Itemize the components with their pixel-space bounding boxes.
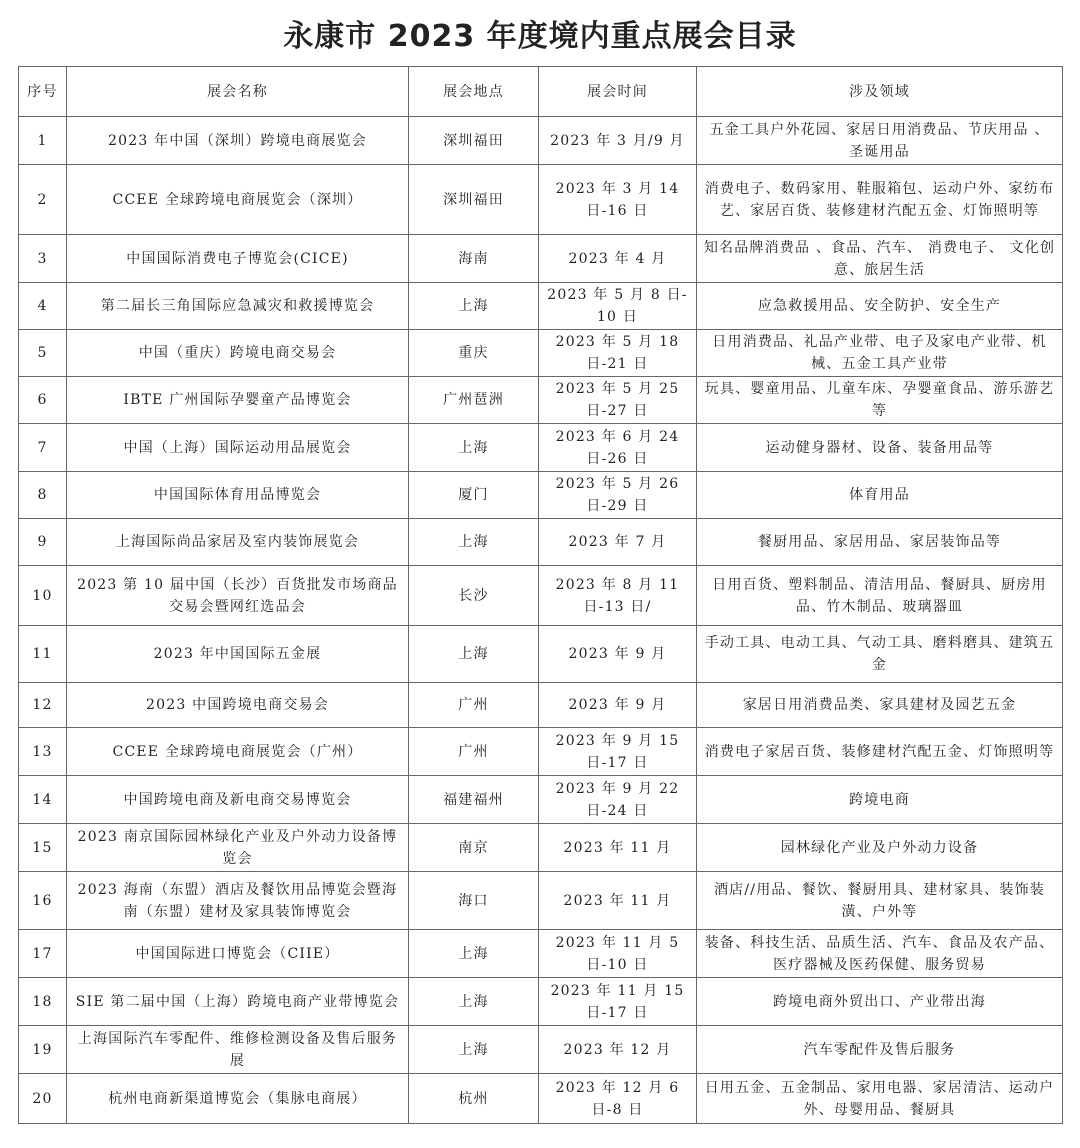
- cell-time: 2023 年 9 月 22 日-24 日: [539, 776, 697, 824]
- cell-location: 南京: [409, 824, 539, 872]
- cell-time: 2023 年 5 月 25 日-27 日: [539, 377, 697, 424]
- cell-field: 五金工具户外花园、家居日用消费品、节庆用品 、圣诞用品: [697, 117, 1063, 165]
- cell-location: 上海: [409, 626, 539, 683]
- cell-no: 6: [19, 377, 67, 424]
- cell-no: 20: [19, 1074, 67, 1124]
- cell-location: 海口: [409, 872, 539, 930]
- table-row: [19, 1026, 1063, 1074]
- cell-field: 日用消费品、礼品产业带、电子及家电产业带、机械、五金工具产业带: [697, 330, 1063, 377]
- cell-field: 装备、科技生活、品质生活、汽车、食品及农产品、医疗器械及医药保健、服务贸易: [697, 930, 1063, 978]
- cell-name: IBTE 广州国际孕婴童产品博览会: [67, 377, 409, 424]
- cell-time: 2023 年 6 月 24 日-26 日: [539, 424, 697, 472]
- cell-field: 日用百货、塑料制品、清洁用品、餐厨具、厨房用品、竹木制品、玻璃器皿: [697, 566, 1063, 626]
- header-field: 涉及领域: [697, 67, 1063, 117]
- cell-no: 2: [19, 165, 67, 235]
- table-row: [19, 824, 1063, 872]
- cell-name: 上海国际尚品家居及室内装饰展览会: [67, 519, 409, 566]
- cell-no: 5: [19, 330, 67, 377]
- table-row: [19, 626, 1063, 683]
- cell-time: 2023 年 12 月: [539, 1026, 697, 1074]
- cell-no: 4: [19, 283, 67, 330]
- cell-location: 重庆: [409, 330, 539, 377]
- cell-no: 18: [19, 978, 67, 1026]
- cell-field: 园林绿化产业及户外动力设备: [697, 824, 1063, 872]
- cell-no: 10: [19, 566, 67, 626]
- cell-field: 汽车零配件及售后服务: [697, 1026, 1063, 1074]
- cell-name: 第二届长三角国际应急减灾和救援博览会: [67, 283, 409, 330]
- header-no: 序号: [19, 67, 67, 117]
- cell-name: 2023 海南（东盟）酒店及餐饮用品博览会暨海南（东盟）建材及家具装饰博览会: [67, 872, 409, 930]
- cell-time: 2023 年 11 月 5 日-10 日: [539, 930, 697, 978]
- cell-name: 中国跨境电商及新电商交易博览会: [67, 776, 409, 824]
- cell-name: 2023 年中国（深圳）跨境电商展览会: [67, 117, 409, 165]
- cell-location: 深圳福田: [409, 117, 539, 165]
- cell-location: 上海: [409, 978, 539, 1026]
- table-row: [19, 728, 1063, 776]
- cell-no: 12: [19, 683, 67, 728]
- cell-time: 2023 年 9 月 15 日-17 日: [539, 728, 697, 776]
- cell-no: 13: [19, 728, 67, 776]
- cell-field: 酒店//用品、餐饮、餐厨用具、建材家具、装饰装潢、户外等: [697, 872, 1063, 930]
- cell-no: 9: [19, 519, 67, 566]
- cell-location: 杭州: [409, 1074, 539, 1124]
- cell-field: 消费电子、数码家用、鞋服箱包、运动户外、家纺布艺、家居百货、装修建材汽配五金、灯饰照明等: [697, 165, 1063, 235]
- cell-location: 厦门: [409, 472, 539, 519]
- exhibition-table: [18, 66, 1063, 1124]
- cell-no: 11: [19, 626, 67, 683]
- cell-time: 2023 年 3 月 14 日-16 日: [539, 165, 697, 235]
- cell-time: 2023 年 11 月: [539, 824, 697, 872]
- cell-field: 体育用品: [697, 472, 1063, 519]
- cell-no: 14: [19, 776, 67, 824]
- cell-time: 2023 年 12 月 6 日-8 日: [539, 1074, 697, 1124]
- cell-name: 2023 南京国际园林绿化产业及户外动力设备博览会: [67, 824, 409, 872]
- cell-no: 3: [19, 235, 67, 283]
- cell-name: CCEE 全球跨境电商展览会（深圳）: [67, 165, 409, 235]
- cell-time: 2023 年 4 月: [539, 235, 697, 283]
- cell-no: 8: [19, 472, 67, 519]
- cell-field: 玩具、婴童用品、儿童车床、孕婴童食品、游乐游艺等: [697, 377, 1063, 424]
- cell-name: 中国国际进口博览会（CIIE）: [67, 930, 409, 978]
- cell-field: 知名品牌消费品 、食品、汽车、 消费电子、 文化创意、旅居生活: [697, 235, 1063, 283]
- cell-location: 上海: [409, 1026, 539, 1074]
- cell-field: 日用五金、五金制品、家用电器、家居清洁、运动户外、母婴用品、餐厨具: [697, 1074, 1063, 1124]
- table-row: [19, 377, 1063, 424]
- cell-time: 2023 年 5 月 8 日-10 日: [539, 283, 697, 330]
- table-row: [19, 330, 1063, 377]
- table-row: [19, 566, 1063, 626]
- table-row: [19, 235, 1063, 283]
- table-row: [19, 424, 1063, 472]
- cell-name: 杭州电商新渠道博览会（集脉电商展）: [67, 1074, 409, 1124]
- table-row: [19, 930, 1063, 978]
- cell-time: 2023 年 9 月: [539, 683, 697, 728]
- cell-field: 运动健身器材、设备、装备用品等: [697, 424, 1063, 472]
- cell-location: 上海: [409, 424, 539, 472]
- cell-name: 中国国际消费电子博览会(CICE): [67, 235, 409, 283]
- table-row: [19, 519, 1063, 566]
- cell-field: 家居日用消费品类、家具建材及园艺五金: [697, 683, 1063, 728]
- cell-field: 餐厨用品、家居用品、家居装饰品等: [697, 519, 1063, 566]
- cell-no: 16: [19, 872, 67, 930]
- cell-time: 2023 年 8 月 11 日-13 日/: [539, 566, 697, 626]
- table-row: [19, 872, 1063, 930]
- cell-location: 福建福州: [409, 776, 539, 824]
- cell-field: 跨境电商: [697, 776, 1063, 824]
- table-row: [19, 283, 1063, 330]
- header-time: 展会时间: [539, 67, 697, 117]
- cell-time: 2023 年 7 月: [539, 519, 697, 566]
- cell-location: 海南: [409, 235, 539, 283]
- cell-time: 2023 年 5 月 26 日-29 日: [539, 472, 697, 519]
- header-name: 展会名称: [67, 67, 409, 117]
- cell-location: 广州琶洲: [409, 377, 539, 424]
- cell-location: 长沙: [409, 566, 539, 626]
- cell-field: 应急救援用品、安全防护、安全生产: [697, 283, 1063, 330]
- cell-no: 1: [19, 117, 67, 165]
- cell-time: 2023 年 11 月 15 日-17 日: [539, 978, 697, 1026]
- cell-name: SIE 第二届中国（上海）跨境电商产业带博览会: [67, 978, 409, 1026]
- header-location: 展会地点: [409, 67, 539, 117]
- cell-location: 上海: [409, 519, 539, 566]
- cell-location: 深圳福田: [409, 165, 539, 235]
- cell-name: 2023 年中国国际五金展: [67, 626, 409, 683]
- table-row: [19, 776, 1063, 824]
- table-row: [19, 472, 1063, 519]
- page-title: 永康市 2023 年度境内重点展会目录: [283, 19, 797, 54]
- cell-location: 广州: [409, 728, 539, 776]
- table-row: [19, 165, 1063, 235]
- cell-name: 中国国际体育用品博览会: [67, 472, 409, 519]
- cell-name: 2023 中国跨境电商交易会: [67, 683, 409, 728]
- cell-field: 消费电子家居百货、装修建材汽配五金、灯饰照明等: [697, 728, 1063, 776]
- cell-no: 15: [19, 824, 67, 872]
- table-header-row: [19, 67, 1063, 117]
- cell-no: 17: [19, 930, 67, 978]
- cell-no: 7: [19, 424, 67, 472]
- cell-no: 19: [19, 1026, 67, 1074]
- cell-location: 上海: [409, 930, 539, 978]
- cell-name: 中国（上海）国际运动用品展览会: [67, 424, 409, 472]
- cell-time: 2023 年 9 月: [539, 626, 697, 683]
- table-row: [19, 1074, 1063, 1124]
- cell-location: 上海: [409, 283, 539, 330]
- cell-time: 2023 年 5 月 18 日-21 日: [539, 330, 697, 377]
- table-row: [19, 117, 1063, 165]
- cell-time: 2023 年 11 月: [539, 872, 697, 930]
- cell-field: 跨境电商外贸出口、产业带出海: [697, 978, 1063, 1026]
- cell-name: 中国（重庆）跨境电商交易会: [67, 330, 409, 377]
- cell-name: CCEE 全球跨境电商展览会（广州）: [67, 728, 409, 776]
- table-row: [19, 683, 1063, 728]
- cell-location: 广州: [409, 683, 539, 728]
- cell-name: 2023 第 10 届中国（长沙）百货批发市场商品交易会暨网红选品会: [67, 566, 409, 626]
- cell-name: 上海国际汽车零配件、维修检测设备及售后服务展: [67, 1026, 409, 1074]
- table-row: [19, 978, 1063, 1026]
- cell-field: 手动工具、电动工具、气动工具、磨料磨具、建筑五金: [697, 626, 1063, 683]
- cell-time: 2023 年 3 月/9 月: [539, 117, 697, 165]
